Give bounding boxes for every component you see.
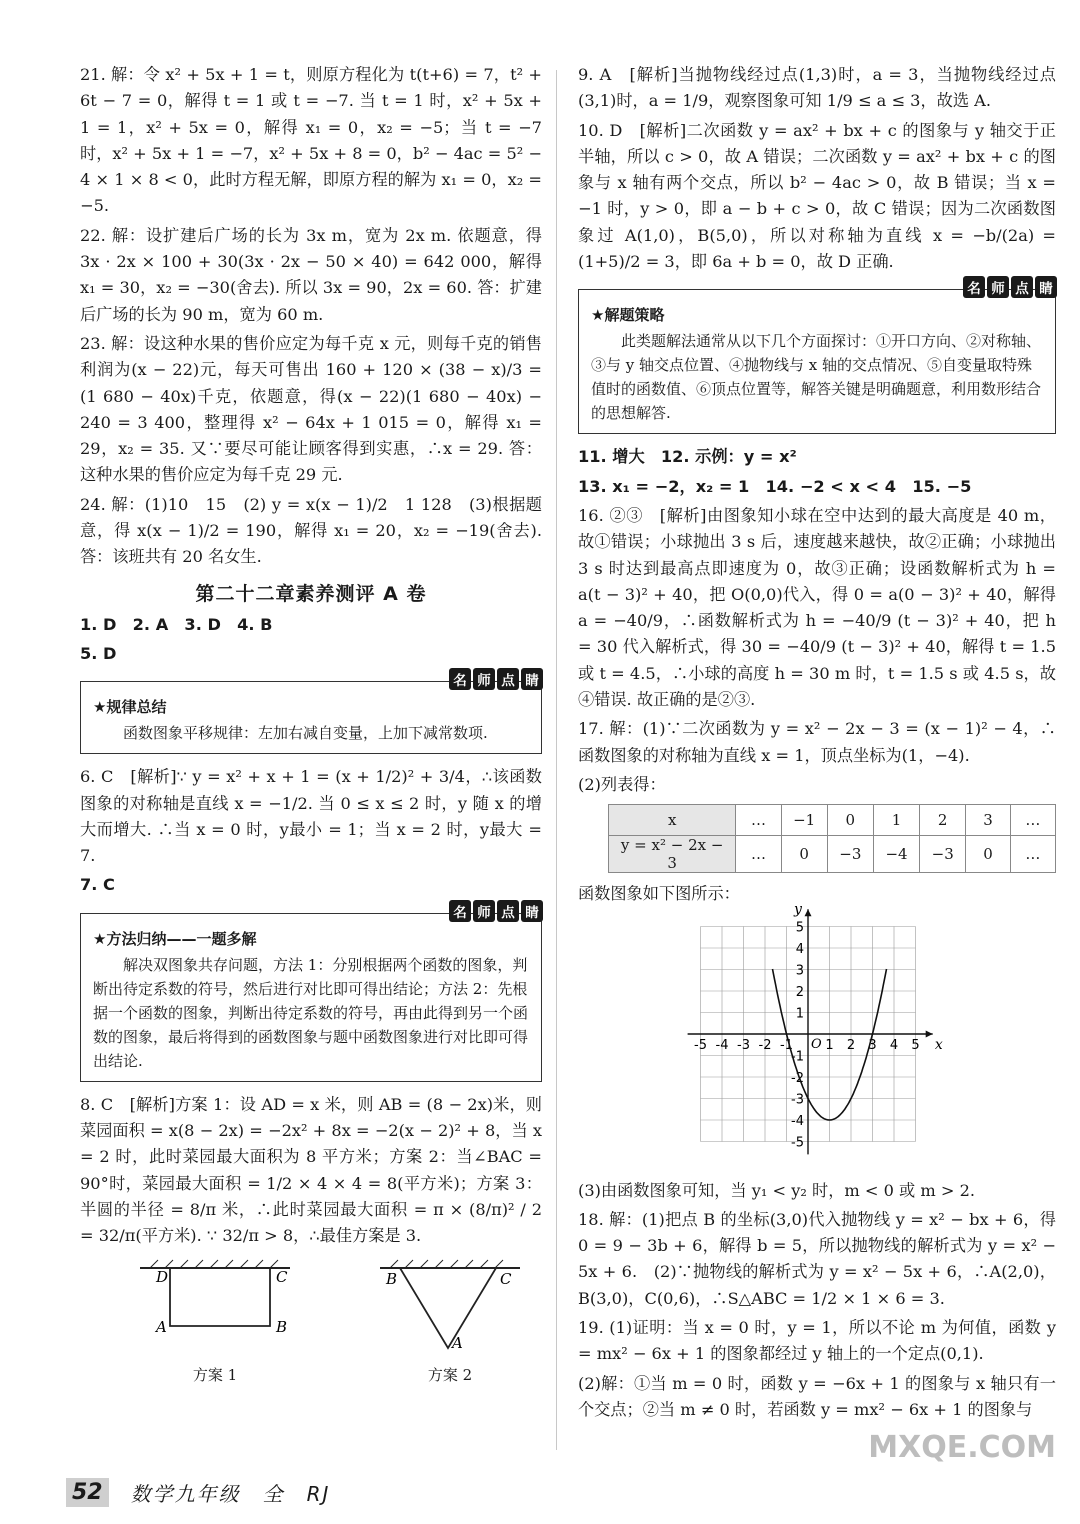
tip-box-heading: ★解题策略: [591, 306, 665, 325]
y-tick-label: -1: [791, 1049, 804, 1065]
plan-figures: [130, 1256, 542, 1385]
answer-16: 16. ②③ [解析]由图象知小球在空中达到的最大高度是 40 m，故①错误；小球抛出 3 s 后，速度越来越快，故②正确；小球抛出 3 s 时达到最高点即速度为 0，故③正确；设函数解析式为 h = a(t − 3)² + 40，把 O(0,0)代入，得 0 = a(0 − 3)² + 40，解得 a = −40/9，∴函数解析式为 h = −40/9 (t − 3)² + 40，把 h = 30 代入解析式，得 30 = −40/9 (t − 3)² + 40，解得 t = 1.5 或 t = 4.5，∴小球的高度 h = 30 m 时，t = 1.5 s 或 4.5 s，故④错误. 故正确的是②③.: [578, 505, 1056, 710]
y-tick-label: 2: [795, 984, 804, 1000]
value-table: [608, 804, 1056, 873]
tip-box-tag: 名 师 点 睛: [963, 276, 1057, 298]
x-tick-label: -3: [737, 1037, 750, 1053]
y-axis-label: y: [794, 901, 802, 918]
answer-21: 21. 解：令 x² + 5x + 1 = t，则原方程化为 t(t+6) = 7，t² + 6t − 7 = 0，解得 t = 1 或 t = −7. 当 t = 1 时，x² + 5x + 1 = 1，x² + 5x = 0，解得 x₁ = 0，x₂ = −5；当 t = −7 时，x² + 5x + 1 = −7，x² + 5x + 8 = 0，b² − 4ac = 5² − 4 × 1 × 8 < 0，此时方程无解，即原方程的解为 x₁ = 0，x₂ = −5.: [80, 65, 542, 216]
y-tick-label: 5: [795, 920, 804, 936]
label-b: B: [386, 1269, 398, 1288]
label-d: D: [156, 1267, 169, 1286]
y-tick-label: 3: [795, 963, 804, 979]
answer-18: 18. 解：(1)把点 B 的坐标(3,0)代入抛物线 y = x² − bx + 6，得 0 = 9 − 3b + 6，解得 b = 5，所以抛物线的解析式为 y = x² − 5x + 6. (2)∵抛物线的解析式为 y = x² − 5x + 6，∴A(2,0)，B(3,0)，C(0,6)，∴S△ABC = 1/2 × 1 × 6 = 3.: [578, 1209, 1056, 1308]
x-tick-label: 2: [846, 1037, 856, 1053]
answer-17-part1: 17. 解：(1)∵二次函数为 y = x² − 2x − 3 = (x − 1)² − 4，∴函数图象的对称轴为直线 x = 1，顶点坐标为(1，−4).: [578, 719, 1056, 765]
y-tick-label: -5: [791, 1135, 804, 1151]
answer-19-part2: (2)解：①当 m = 0 时，函数 y = −6x + 1 的图象与 x 轴只有一个交点；②当 m ≠ 0 时，若函数 y = mx² − 6x + 1 的图象与: [578, 1373, 1056, 1419]
answer-6: 6. C [解析]∵ y = x² + x + 1 = (x + 1/2)² + 3/4，∴该函数图象的对称轴是直线 x = −1/2. 当 0 ≤ x ≤ 2 时，y 随 x 的增大而增大. ∴当 x = 0 时，y最小 = 1；当 x = 2 时，y最大 = 7.: [80, 767, 542, 866]
y-tick-label: -3: [791, 1092, 804, 1108]
answers-11-12: 11. 增大 12. 示例：y = x²: [578, 447, 797, 467]
answer-22: 22. 解：设扩建后广场的长为 3x m，宽为 2x m. 依题意，得 3x · 2x × 100 + 30(3x · 2x − 50 × 40) = 642 000，解得 x₁ = 30，x₂ = −30(舍去). 所以 3x = 90，2x = 60. 答：扩建后广场的长为 90 m，宽为 60 m.: [80, 225, 542, 324]
tip-box-strategy: [578, 281, 1056, 434]
answer-24: 24. 解：(1)10 15 (2) y = x(x − 1)/2 1 128 (3)根据题意，得 x(x − 1)/2 = 190，解得 x₁ = 20，x₂ = −19(舍去). 答：该班共有 20 名女生.: [80, 494, 542, 567]
x-tick-label: -4: [715, 1037, 729, 1053]
tip-box-body: 此类题解法通常从以下几个方面探讨：①开口方向、②对称轴、③与 y 轴交点位置、④抛物线与 x 轴的交点情况、⑤自变量取特殊值时的函数值、⑥顶点位置等，解答关键是明确题意，利用数形结合的思想解答.: [591, 332, 1042, 423]
x-axis-arrow: [926, 1030, 933, 1037]
answer-23: 23. 解：设这种水果的售价应定为每千克 x 元，则每千克的销售利润为(x − 22)元，每天可售出 160 + 120 × (38 − x)/3 = (1 680 − 40x)千克，依题意，得(x − 22)(1 680 − 40x) − 240 = 3 400，整理得 x² − 64x + 1 015 = 0，解得 x₁ = 29，x₂ = 35. 又∵要尽可能让顾客得到实惠，∴x = 29. 答：这种水果的售价应定为每千克 29 元.: [80, 333, 542, 485]
x-tick-label: 4: [889, 1037, 899, 1053]
y-tick-label: -2: [791, 1070, 804, 1086]
label-c: C: [276, 1267, 288, 1286]
table-header-x: x: [609, 805, 736, 836]
chapter-title: 第二十二章素养测评 A 卷: [195, 582, 427, 605]
x-tick-label: -1: [780, 1037, 793, 1053]
answer-8: 8. C [解析]方案 1：设 AD = x 米，则 AB = (8 − 2x)米，则菜园面积 = x(8 − 2x) = −2x² + 8x = −2(x − 2)² + 8，当 x = 2 时，此时菜园最大面积为 8 平方米；方案 2：当∠BAC = 90°时，菜园最大面积 = 1/2 × 4 × 4 = 8(平方米)；方案 3：半圆的半径 = 8/π 米，∴此时菜园最大面积 = π × (8/π)² / 2 = 32/π(平方米). ∵ 32/π > 8，∴最佳方案是 3.: [80, 1094, 542, 1246]
right-column: [578, 62, 1056, 1426]
answer-7: 7. C: [80, 875, 115, 895]
label-b: B: [276, 1317, 288, 1336]
label-c: C: [500, 1269, 512, 1288]
answer-10: 10. D [解析]二次函数 y = ax² + bx + c 的图象与 y 轴交于正半轴，所以 c > 0，故 A 错误；二次函数 y = ax² + bx + c 的图象与 x 轴有两个交点，所以 b² − 4ac > 0，故 B 错误；当 x = −1 时，y > 0，即 a − b + c > 0，故 C 错误；因为二次函数图象过 A(1,0)，B(5,0)，所以对称轴为直线 x = −b/(2a) = (1+5)/2 = 3，即 6a + b = 0，故 D 正确.: [578, 120, 1056, 272]
table-row: y = x² − 2x − 3 … 0 −3 −4 −3 0 …: [609, 836, 1056, 873]
answer-9: 9. A [解析]当抛物线经过点(1,3)时，a = 3，当抛物线经过点(3,1)时，a = 1/9，观察图象可知 1/9 ≤ a ≤ 3，故选 A.: [578, 65, 1056, 111]
x-tick-label: 3: [868, 1037, 877, 1053]
answers-13-15: 13. x₁ = −2，x₂ = 1 14. −2 < x < 4 15. −5: [578, 476, 972, 496]
y-axis-arrow: [805, 909, 812, 916]
y-tick-label: 4: [795, 941, 804, 957]
table-header-y: y = x² − 2x − 3: [609, 836, 736, 873]
book-title: 数学九年级 全 RJ: [130, 1482, 331, 1506]
column-divider: [556, 70, 557, 1450]
label-a: A: [452, 1333, 463, 1352]
answer-17-part3: 函数图象如下图所示：: [578, 884, 740, 904]
page-footer: [66, 1478, 330, 1507]
page-number: 52: [66, 1478, 109, 1507]
x-tick-label: -2: [758, 1037, 772, 1053]
x-tick-label: 1: [825, 1037, 834, 1053]
figure-plan-2: [370, 1256, 530, 1385]
answer-5: 5. D: [80, 643, 117, 663]
parabola-graph: [694, 901, 1056, 1178]
answer-17-part4: (3)由函数图象可知，当 y₁ < y₂ 时，m < 0 或 m > 2.: [578, 1180, 976, 1200]
answer-19-part1: 19. (1)证明：当 x = 0 时，y = 1，所以不论 m 为何值，函数 y = mx² − 6x + 1 的图象都经过 y 轴上的一个定点(0,1).: [578, 1318, 1056, 1364]
x-tick-label: 5: [911, 1037, 920, 1053]
y-tick-label: 1: [795, 1006, 804, 1022]
figure-plan-2-caption: 方案 2: [427, 1365, 473, 1384]
label-a: A: [156, 1317, 167, 1336]
tip-box-tag: 名 师 点 睛: [449, 900, 543, 922]
figure-plan-1: [130, 1256, 300, 1385]
answers-1-4: 1. D 2. A 3. D 4. B: [80, 614, 273, 634]
tip-box-heading: ★方法归纳——一题多解: [93, 929, 257, 948]
figure-plan-1-caption: 方案 1: [192, 1365, 238, 1384]
tip-box-rule-summary: [80, 673, 542, 754]
y-tick-label: -4: [791, 1113, 804, 1129]
left-column: [80, 62, 542, 1385]
x-tick-label: -5: [694, 1037, 707, 1053]
x-axis-label: x: [934, 1036, 943, 1053]
origin-label: O: [811, 1036, 822, 1052]
watermark-logo: MXQE.COM: [868, 1430, 1056, 1465]
tip-box-method: [80, 904, 542, 1082]
answer-17-part2: (2)列表得：: [578, 774, 666, 794]
tip-box-heading: ★规律总结: [93, 698, 167, 717]
tip-box-body: 解决双图象共存问题，方法 1：分别根据两个函数的图象，判断出待定系数的符号，然后进行对比即可得出结论；方法 2：先根据一个函数的图象，判断出待定系数的符号，再由此得到另一个函数的图象，最后将得到的函数图象与题中函数图象进行对比即可得出结论.: [93, 955, 529, 1070]
table-row: x … −1 0 1 2 3 …: [609, 805, 1056, 836]
tip-box-tag: 名 师 点 睛: [449, 668, 543, 690]
tip-box-body: 函数图象平移规律：左加右减自变量，上加下减常数项.: [123, 724, 488, 743]
